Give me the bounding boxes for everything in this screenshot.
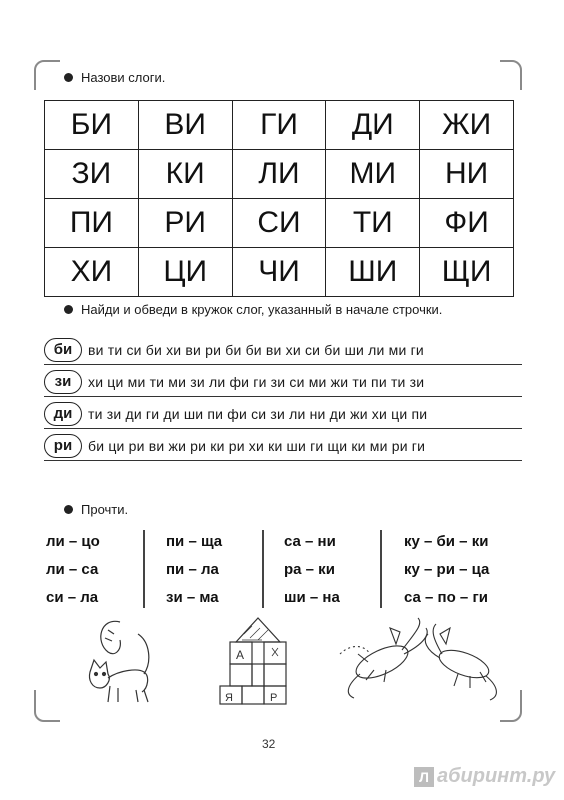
find-row (44, 367, 522, 397)
frame-gap-top (60, 55, 500, 65)
table-cell: ГИ (232, 101, 326, 150)
syllable-word: ли – са (46, 561, 99, 578)
watermark-logo-icon: Л (414, 767, 434, 787)
section-title-find-syllable (64, 302, 442, 317)
syllable-word: ку – ри – ца (404, 561, 490, 578)
syllable-word: ши – на (284, 589, 340, 606)
block-letter: Р (270, 692, 278, 704)
section-title-read (64, 502, 128, 517)
block-letter: А (236, 648, 245, 662)
syllable-sequence: хи ци ми ти ми зи ли фи ги зи си ми жи ти пи ти зи (88, 373, 425, 390)
page-number: 32 (262, 737, 276, 751)
table-cell: БИ (45, 101, 139, 150)
target-syllable: ри (44, 434, 82, 458)
syllable-word: ли – цо (46, 533, 100, 550)
bullet-icon (64, 305, 73, 314)
table-row (45, 150, 514, 199)
table-cell: ПИ (45, 199, 139, 248)
table-cell: ЦИ (138, 248, 232, 297)
table-row (45, 248, 514, 297)
bullet-icon (64, 505, 73, 514)
crayfish-drawing (334, 614, 514, 704)
column-divider (262, 530, 264, 608)
syllable-word: си – ла (46, 589, 99, 606)
syllable-sequence: ти зи ди ги ди ши пи фи си зи ли ни ди жи хи ци пи (88, 405, 428, 422)
read-column (284, 528, 340, 612)
column-divider (143, 530, 145, 608)
frame-gap-left (30, 90, 40, 690)
table-cell: РИ (138, 199, 232, 248)
find-row (44, 335, 522, 365)
read-column (404, 528, 489, 612)
column-divider (380, 530, 382, 608)
syllable-word: ку – би – ки (404, 533, 489, 550)
table-cell: ШИ (326, 248, 420, 297)
syllable-word: са – по – ги (404, 589, 488, 606)
table-cell: ЗИ (45, 150, 139, 199)
bullet-icon (64, 73, 73, 82)
target-syllable: би (44, 338, 82, 362)
watermark-text: абиринт.ру (437, 765, 556, 787)
target-syllable: зи (44, 370, 82, 394)
syllable-sequence: ви ти си би хи ви ри би би ви хи си би ши ли ми ги (88, 341, 424, 358)
watermark (414, 765, 555, 788)
syllable-table (44, 100, 514, 297)
table-row (45, 199, 514, 248)
fox-drawing (80, 612, 170, 707)
table-cell: ТИ (326, 199, 420, 248)
table-cell: НИ (420, 150, 514, 199)
section-title-name-syllables (64, 70, 165, 85)
section-title-text: Прочти. (81, 502, 129, 517)
target-syllable: ди (44, 402, 82, 426)
syllable-word: пи – ла (166, 561, 219, 578)
syllable-word: са – ни (284, 533, 336, 550)
table-cell: ФИ (420, 199, 514, 248)
syllable-word: пи – ща (166, 533, 223, 550)
table-cell: КИ (138, 150, 232, 199)
syllable-word: зи – ма (166, 589, 219, 606)
toy-blocks-drawing (216, 612, 300, 707)
block-letter: Я (225, 692, 233, 704)
table-row (45, 101, 514, 150)
find-row (44, 431, 522, 461)
table-cell: ЛИ (232, 150, 326, 199)
table-cell: ЩИ (420, 248, 514, 297)
table-cell: ЖИ (420, 101, 514, 150)
table-cell: ХИ (45, 248, 139, 297)
table-cell: СИ (232, 199, 326, 248)
section-title-text: Назови слоги. (81, 70, 166, 85)
table-cell: ВИ (138, 101, 232, 150)
syllable-sequence: би ци ри ви жи ри ки ри хи ки ши ги щи ки ми ри ги (88, 437, 426, 454)
read-column (166, 528, 222, 612)
section-title-text: Найди и обведи в кружок слог, указанный в начале строчки. (81, 302, 443, 317)
table-cell: МИ (326, 150, 420, 199)
frame-gap-bottom (60, 715, 500, 725)
read-column (46, 528, 100, 612)
find-row (44, 399, 522, 429)
table-cell: ЧИ (232, 248, 326, 297)
table-cell: ДИ (326, 101, 420, 150)
syllable-word: ра – ки (284, 561, 335, 578)
